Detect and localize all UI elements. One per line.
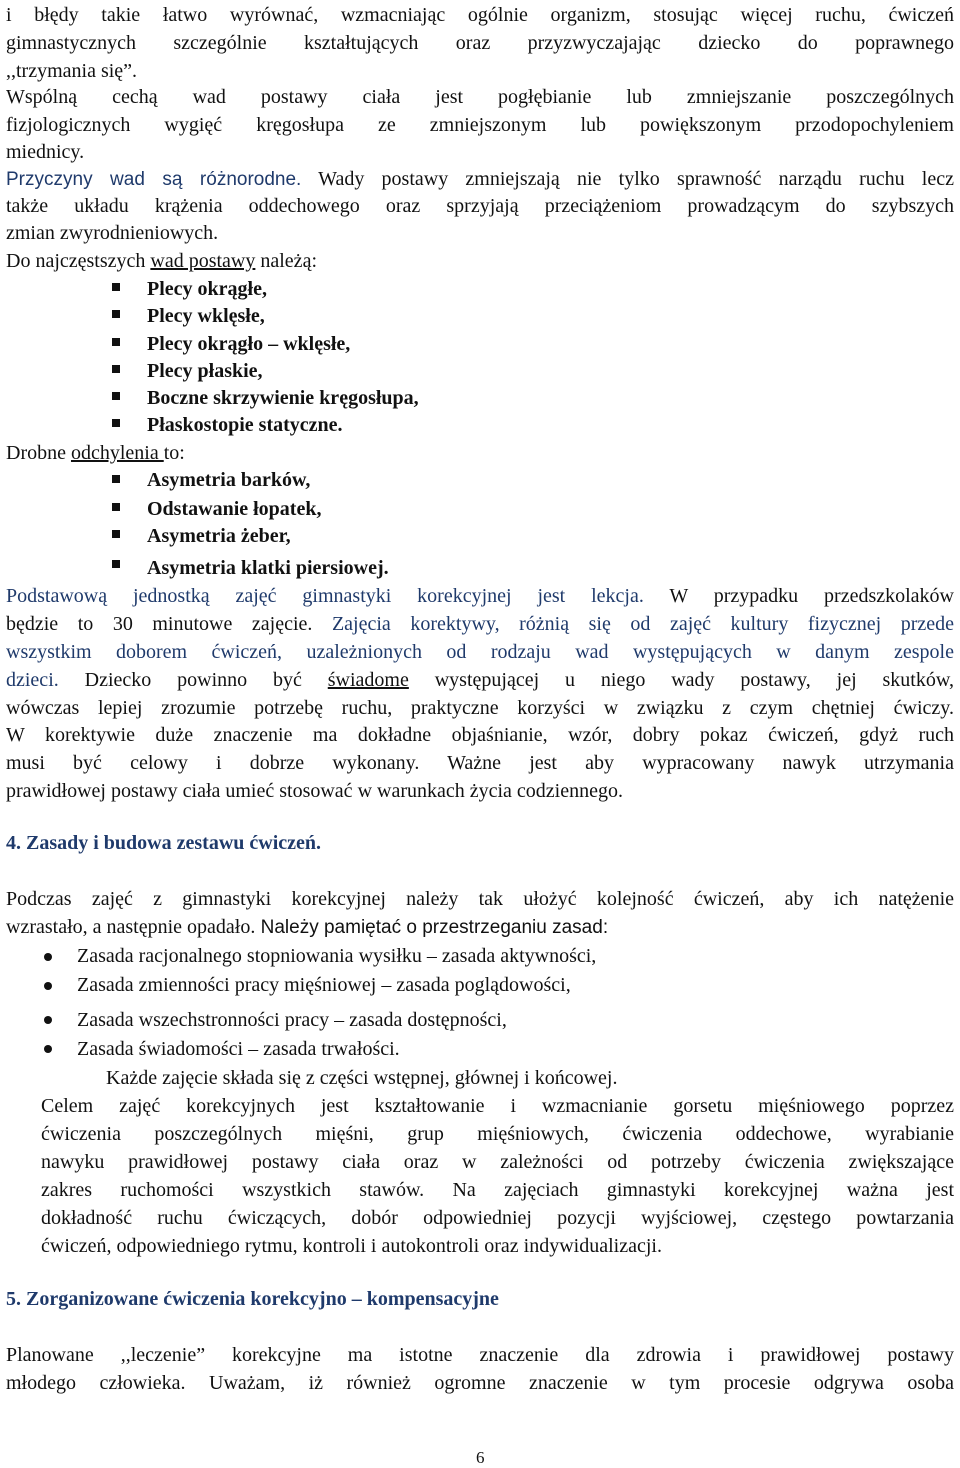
text-span: będzie to 30 minutowe zajęcie. [6, 613, 313, 635]
text-span: wzrastało, a następnie opadało. [6, 916, 256, 938]
paragraph-line [6, 914, 954, 941]
deviations-intro-underlined: odchylenia [70, 442, 164, 464]
paragraph-line: gimnastycznych szczególnie kształtujących oraz przyzwyczajając dziecko do poprawnego [6, 32, 954, 54]
paragraph-line [6, 583, 954, 610]
paragraph-line: fizjologicznych wygięć kręgosłupa ze zmniejszonym lub powiększonym przodopochyleniem [6, 114, 954, 136]
text-span: Podstawową jednostką zajęć gimnastyki korekcyjnej jest lekcja. [6, 585, 644, 607]
text-span: musi być celowy i dobrze wykonany. [6, 752, 420, 774]
paragraph-line: i błędy takie łatwo wyrównać, wzmacniając ogólnie organizm, stosując więcej ruchu, ćwiczeń [6, 4, 954, 26]
text-span: Zajęcia korektywy, różnią się od zajęć kultury fizycznej przede [312, 613, 954, 635]
deviations-intro-post: to: [163, 442, 185, 464]
bullet-icon [44, 1045, 52, 1053]
paragraph-line: prawidłowej postawy ciała umieć stosować w warunkach życia codziennego. [6, 780, 623, 802]
list-item: Plecy wklęsłe, [147, 305, 265, 327]
paragraph-line: Każde zajęcie składa się z części wstępnej, głównej i końcowej. [106, 1067, 618, 1089]
paragraph-line [6, 667, 954, 694]
list-item: Asymetria barków, [147, 469, 311, 491]
paragraph-line: ,,trzymania się”. [6, 60, 138, 82]
paragraph-line [6, 611, 954, 638]
paragraph-line: Celem zajęć korekcyjnych jest kształtowanie i wzmacnianie gorsetu mięśniowego poprzez [41, 1095, 954, 1117]
list-item: Zasada wszechstronności pracy – zasada dostępności, [77, 1009, 507, 1031]
causes-lead: Przyczyny wad są różnorodne. [6, 169, 302, 190]
square-bullet-icon [112, 392, 120, 400]
text-span: występującej u niego wady postawy, jej skutków, [408, 669, 954, 691]
bullet-icon [44, 982, 52, 990]
square-bullet-icon [112, 283, 120, 291]
square-bullet-icon [112, 475, 120, 483]
list-item: Boczne skrzywienie kręgosłupa, [147, 387, 419, 409]
paragraph-line: dokładność ruchu ćwiczących, dobór odpowiedniej pozycji wyjściowej, częstego powtarzania [41, 1207, 954, 1229]
deviations-intro [6, 440, 954, 467]
causes-rest: Wady postawy zmniejszają nie tylko sprawność narządu ruchu lecz [301, 168, 954, 190]
list-item: Plecy płaskie, [147, 360, 263, 382]
list-item: Zasada racjonalnego stopniowania wysiłku – zasada aktywności, [77, 945, 597, 967]
defects-intro-pre: Do najczęstszych [6, 250, 151, 272]
list-item: Plecy okrągło – wklęsłe, [147, 333, 351, 355]
list-item: Plecy okrągłe, [147, 278, 267, 300]
bullet-icon [44, 1016, 52, 1024]
paragraph-line: także układu krążenia oddechowego oraz sprzyjają przeciążeniom prowadzącym do szybszych [6, 195, 954, 217]
paragraph-line [6, 166, 954, 193]
list-item: Asymetria klatki piersiowej. [147, 557, 389, 579]
text-span: W przypadku przedszkolaków [643, 585, 954, 607]
square-bullet-icon [112, 530, 120, 538]
list-item: Zasada zmienności pracy mięśniowej – zasada poglądowości, [77, 974, 571, 996]
paragraph-line: W korektywie duże znaczenie ma dokładne objaśnianie, wzór, dobry pokaz ćwiczeń, gdyż ruch [6, 724, 954, 746]
square-bullet-icon [112, 503, 120, 511]
paragraph-line: nawyku prawidłowej postawy ciała oraz w zależności od potrzeby ćwiczenia zwiększające [41, 1151, 954, 1173]
text-span: Dziecko powinno być [58, 669, 328, 691]
list-item: Asymetria żeber, [147, 525, 291, 547]
paragraph-line: zmian zwyrodnieniowych. [6, 222, 219, 244]
paragraph-line: ćwiczeń, odpowiedniego rytmu, kontroli i autokontroli oraz indywidualizacji. [41, 1235, 662, 1257]
paragraph-line: miednicy. [6, 141, 85, 163]
page-number: 6 [476, 1448, 485, 1467]
paragraph-line: Planowane ,,leczenie” korekcyjne ma istotne znaczenie dla zdrowia i prawidłowej postawy [6, 1344, 954, 1366]
paragraph-line: ćwiczenia poszczególnych mięśni, grup mięśniowych, ćwiczenia oddechowe, wyrabianie [41, 1123, 954, 1145]
defects-intro [6, 248, 954, 275]
square-bullet-icon [112, 419, 120, 427]
paragraph-line: wszystkim doborem ćwiczeń, uzależnionych od rodzaju wad występujących w danym zespole [6, 641, 954, 663]
defects-intro-post: należą: [255, 250, 317, 272]
square-bullet-icon [112, 338, 120, 346]
paragraph-line: Podczas zajęć z gimnastyki korekcyjnej należy tak ułożyć kolejność ćwiczeń, aby ich natężenie [6, 888, 954, 910]
paragraph-line: Wspólną cechą wad postawy ciała jest pogłębianie lub zmniejszanie poszczególnych [6, 86, 954, 108]
text-span: dzieci. [6, 669, 59, 691]
square-bullet-icon [112, 560, 120, 568]
paragraph-line: zakres ruchomości wszystkich stawów. Na zajęciach gimnastyki korekcyjnej ważna jest [41, 1179, 954, 1201]
section-heading: 4. Zasady i budowa zestawu ćwiczeń. [6, 832, 322, 854]
paragraph-line: wówczas lepiej zrozumie potrzebę ruchu, praktyczne korzyści w związku z czym chętniej ćwiczy. [6, 697, 954, 719]
bullet-icon [44, 953, 52, 961]
list-item: Zasada świadomości – zasada trwałości. [77, 1038, 400, 1060]
text-span: Należy pamiętać o przestrzeganiu zasad: [255, 917, 609, 938]
text-span: Ważne jest aby wypracowany nawyk utrzymania [419, 752, 954, 774]
paragraph-line [6, 750, 954, 777]
list-item: Odstawanie łopatek, [147, 498, 322, 520]
paragraph-line: młodego człowieka. Uważam, iż również ogromne znaczenie w tym procesie odgrywa osoba [6, 1372, 954, 1394]
square-bullet-icon [112, 365, 120, 373]
text-span: świadome [327, 669, 409, 691]
list-item: Płaskostopie statyczne. [147, 414, 343, 436]
section-heading: 5. Zorganizowane ćwiczenia korekcyjno – kompensacyjne [6, 1288, 499, 1310]
deviations-intro-pre: Drobne [6, 442, 71, 464]
square-bullet-icon [112, 310, 120, 318]
defects-intro-underlined: wad postawy [150, 250, 256, 272]
